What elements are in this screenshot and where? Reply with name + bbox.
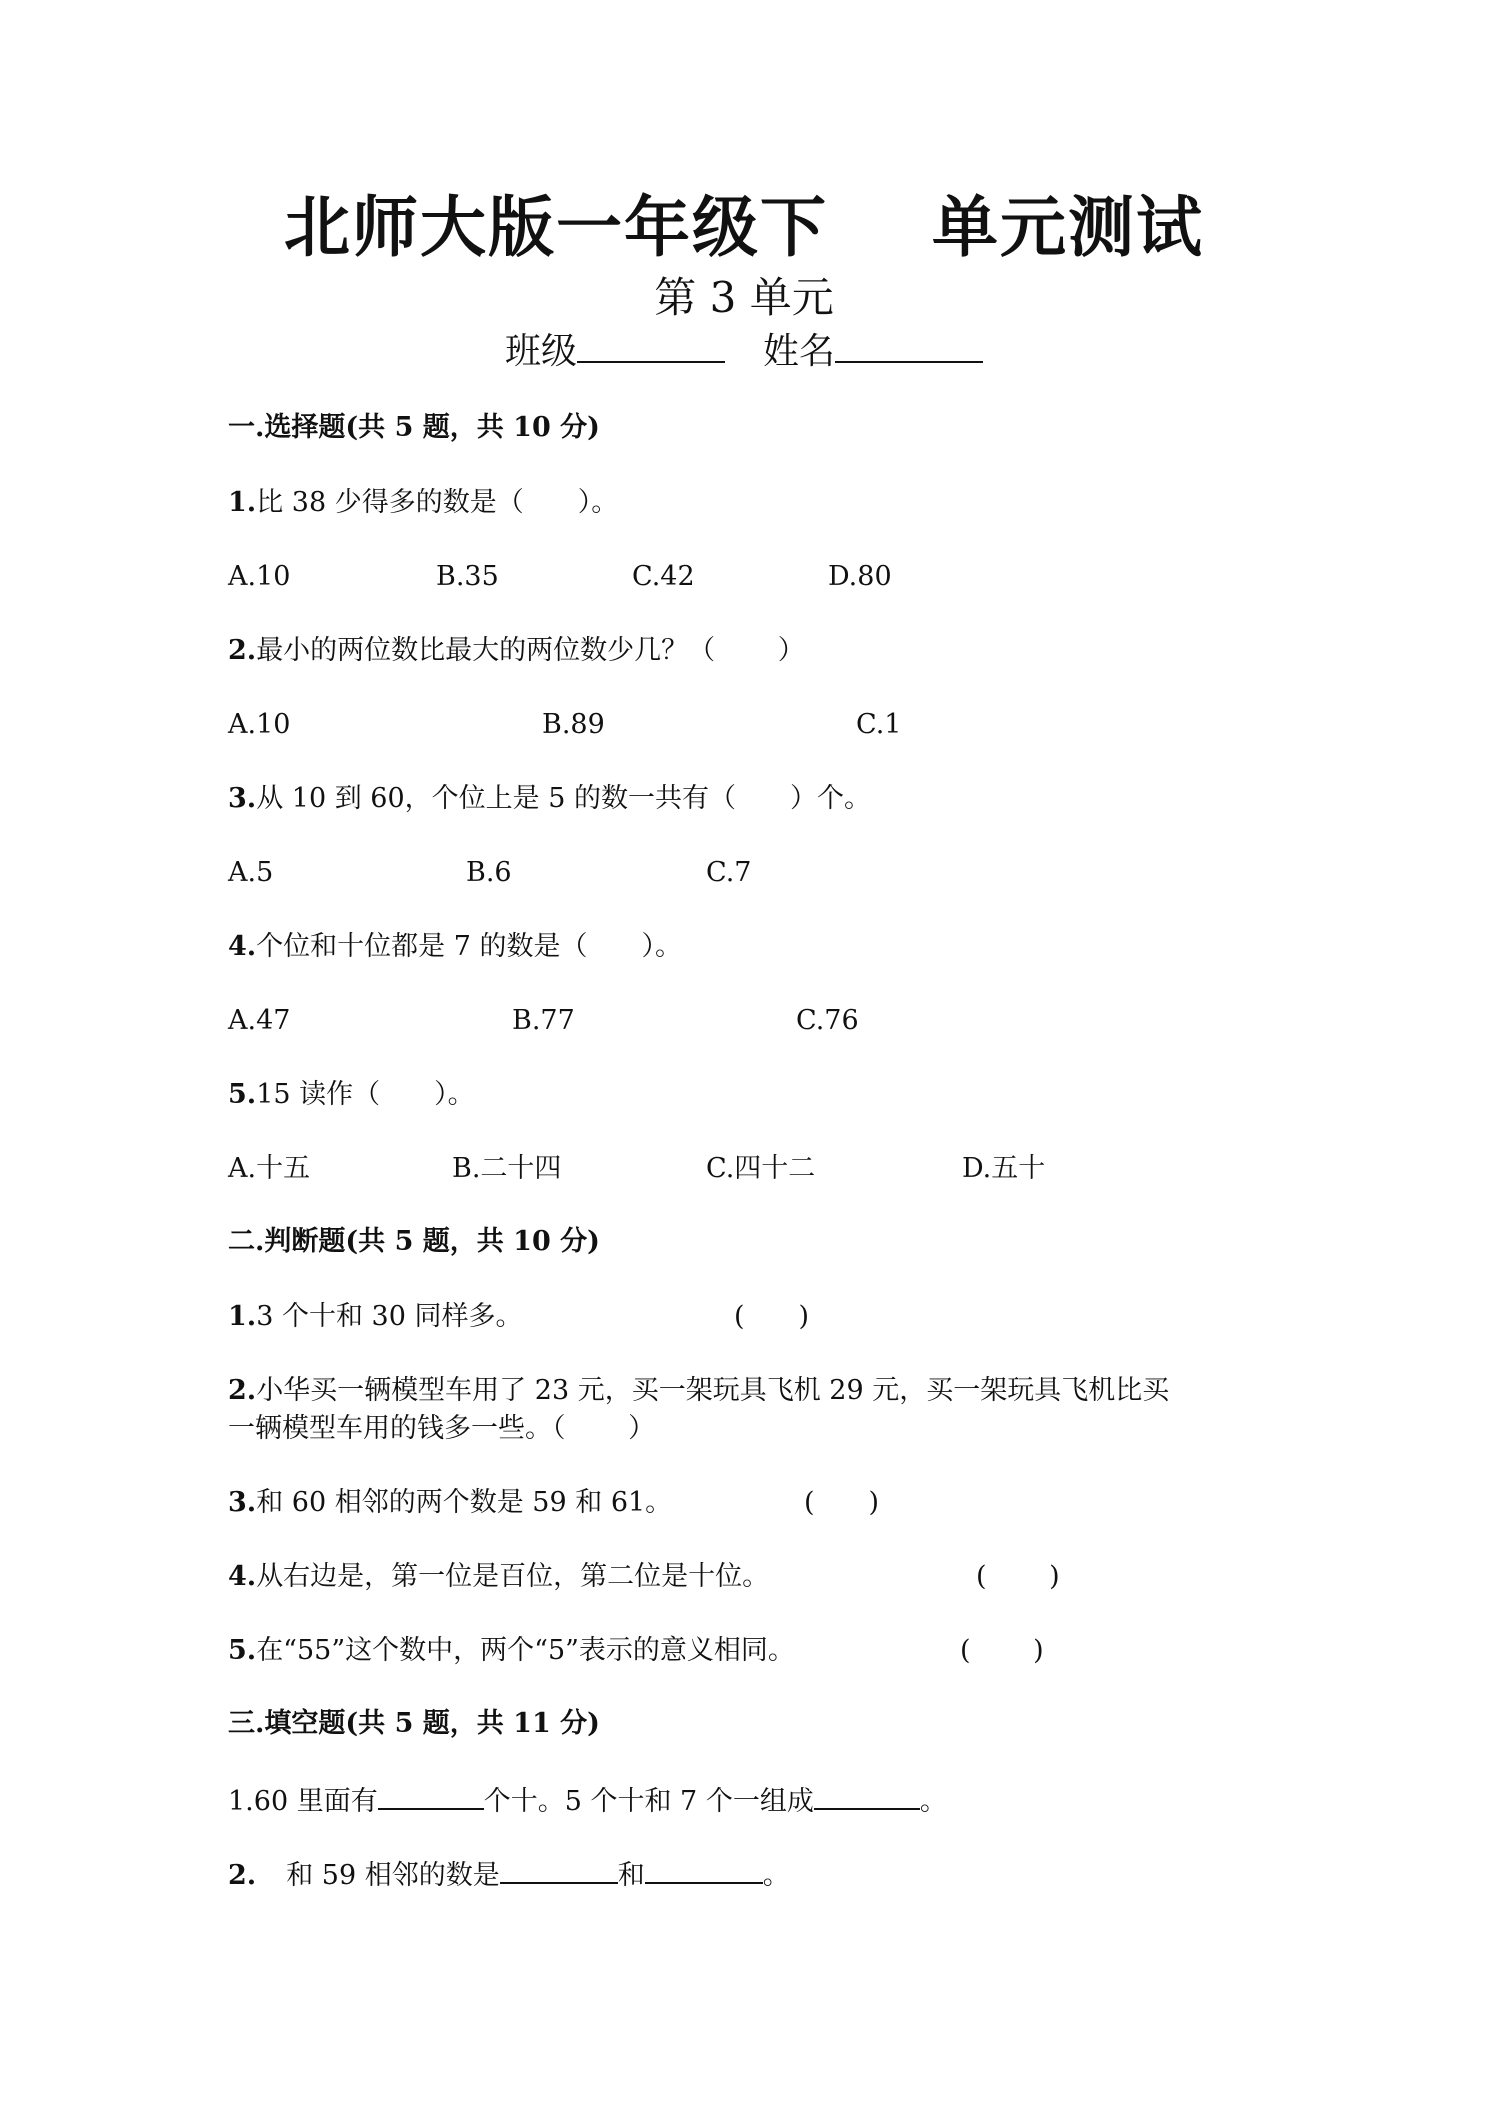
question-text: 。	[919, 1786, 947, 1817]
choice-question-5	[228, 1076, 475, 1114]
question-text: 最小的两位数比最大的两位数少几？（ ）	[256, 635, 805, 666]
judgement-question-5	[228, 1632, 795, 1670]
question-number: 2.	[228, 1375, 257, 1406]
option-c[interactable]: C.1	[856, 709, 902, 740]
option-c[interactable]: C.7	[706, 857, 752, 888]
option-a[interactable]: A.10	[228, 709, 291, 740]
class-label: 班级	[504, 331, 577, 372]
option-b[interactable]: B.二十四	[452, 1153, 562, 1184]
class-blank[interactable]	[577, 325, 725, 363]
page-title	[0, 188, 1488, 268]
choice-question-1	[228, 484, 618, 522]
judgement-question-4	[228, 1558, 769, 1596]
question-number: 3.	[228, 1487, 257, 1518]
question-text: 个十。5 个十和 7 个一组成	[483, 1786, 814, 1817]
answer-blank[interactable]	[500, 1854, 618, 1884]
choice-question-2	[228, 632, 805, 670]
question-number: 2.	[228, 635, 257, 666]
page-subtitle: 第 3 单元	[654, 273, 834, 322]
question-number: 1.	[228, 487, 257, 518]
question-number: 2.	[228, 1860, 257, 1891]
answer-blank[interactable]	[378, 1780, 484, 1810]
option-c[interactable]: C.76	[796, 1005, 859, 1036]
question-text: 从右边是，第一位是百位，第二位是十位。	[256, 1561, 770, 1592]
option-d[interactable]: D.80	[828, 561, 892, 592]
option-b[interactable]: B.6	[466, 857, 512, 888]
question-text: 在“55”这个数中，两个“5”表示的意义相同。	[256, 1635, 795, 1666]
section-heading-choice: 一.选择题(共 5 题，共 10 分)	[228, 412, 600, 443]
question-text: 15 读作（ ）。	[256, 1079, 475, 1110]
name-label: 姓名	[763, 331, 836, 372]
option-a[interactable]: A.47	[228, 1005, 291, 1036]
answer-blank[interactable]	[814, 1780, 920, 1810]
title-left: 北师大版一年级下	[284, 189, 828, 266]
judgement-question-1	[228, 1298, 522, 1336]
section-heading-judgement: 二.判断题(共 5 题，共 10 分)	[228, 1226, 600, 1257]
choice-question-4	[228, 928, 682, 966]
judgement-question-3	[228, 1484, 672, 1522]
section-heading-fill-in: 三.填空题(共 5 题，共 11 分)	[228, 1708, 600, 1739]
question-text: 60 里面有	[253, 1786, 378, 1817]
fill-question-1	[228, 1780, 947, 1821]
question-text: 小华买一辆模型车用了 23 元，买一架玩具飞机 29 元，买一架玩具飞机比买	[256, 1375, 1170, 1406]
fill-question-2	[228, 1854, 790, 1895]
question-text: 比 38 少得多的数是（ ）。	[256, 487, 619, 518]
answer-parentheses[interactable]: ( )	[734, 1301, 810, 1332]
name-blank[interactable]	[835, 325, 983, 363]
option-a[interactable]: A.10	[228, 561, 291, 592]
answer-parentheses[interactable]: ( )	[960, 1635, 1044, 1666]
answer-blank[interactable]	[645, 1854, 763, 1884]
option-b[interactable]: B.77	[512, 1005, 575, 1036]
question-text: 。	[762, 1860, 790, 1891]
answer-parentheses[interactable]: ( )	[804, 1487, 880, 1518]
option-b[interactable]: B.35	[436, 561, 499, 592]
question-number: 1.	[228, 1301, 257, 1332]
question-text: 个位和十位都是 7 的数是（ ）。	[256, 931, 683, 962]
student-info-line	[0, 325, 1488, 375]
question-text-continued: 一辆模型车用的钱多一些。（ ）	[228, 1413, 656, 1444]
question-number: 5.	[228, 1635, 257, 1666]
title-right: 单元测试	[932, 189, 1204, 266]
question-number: 1.	[228, 1786, 254, 1817]
question-number: 4.	[228, 931, 257, 962]
question-text: 和	[617, 1860, 645, 1891]
option-c[interactable]: C.四十二	[706, 1153, 816, 1184]
option-c[interactable]: C.42	[632, 561, 695, 592]
answer-parentheses[interactable]: ( )	[976, 1561, 1060, 1592]
option-a[interactable]: A.5	[228, 857, 274, 888]
question-text: 和 60 相邻的两个数是 59 和 61。	[256, 1487, 673, 1518]
question-text: 3 个十和 30 同样多。	[256, 1301, 523, 1332]
question-number: 5.	[228, 1079, 257, 1110]
judgement-question-2	[228, 1372, 1169, 1410]
question-text: 和 59 相邻的数是	[286, 1860, 500, 1891]
question-number: 3.	[228, 783, 257, 814]
option-a[interactable]: A.十五	[228, 1153, 311, 1184]
question-text: 从 10 到 60，个位上是 5 的数一共有（ ）个。	[256, 783, 871, 814]
question-number: 4.	[228, 1561, 257, 1592]
option-b[interactable]: B.89	[542, 709, 605, 740]
choice-question-3	[228, 780, 871, 818]
option-d[interactable]: D.五十	[962, 1153, 1046, 1184]
